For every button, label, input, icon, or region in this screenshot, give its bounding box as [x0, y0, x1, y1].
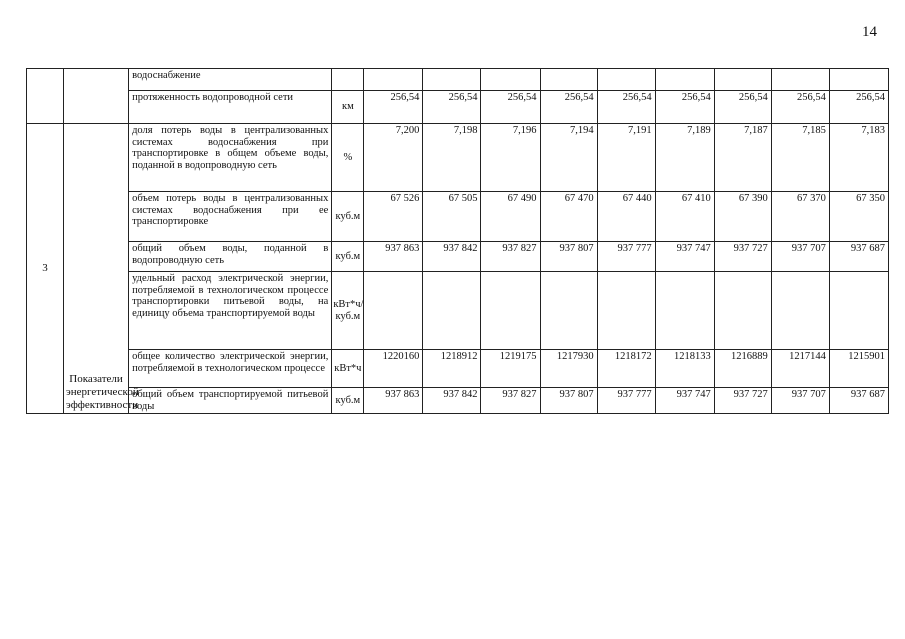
- indicator-unit: кВт*ч/куб.м: [332, 272, 364, 350]
- value-cell: 256,54: [714, 91, 771, 124]
- table-row: [27, 91, 889, 124]
- value-cell: 256,54: [655, 91, 714, 124]
- value-cell: 937 827: [481, 388, 540, 414]
- value-cell: 67 490: [481, 192, 540, 242]
- indicator-unit: [332, 69, 364, 91]
- value-cell: [655, 272, 714, 350]
- value-cell: 7,194: [540, 124, 597, 192]
- indicator-unit: %: [332, 124, 364, 192]
- value-cell: 937 707: [771, 242, 829, 272]
- value-cell: 7,196: [481, 124, 540, 192]
- value-cell: [423, 272, 481, 350]
- value-cell: 67 390: [714, 192, 771, 242]
- value-cell: 937 807: [540, 242, 597, 272]
- value-cell: [655, 69, 714, 91]
- indicator-unit: куб.м: [332, 242, 364, 272]
- value-cell: [829, 272, 888, 350]
- value-cell: 937 747: [655, 388, 714, 414]
- table-row: [27, 272, 889, 350]
- value-cell: 1215901: [829, 350, 888, 388]
- value-cell: [481, 272, 540, 350]
- table-row: [27, 69, 889, 91]
- indicator-unit: куб.м: [332, 388, 364, 414]
- value-cell: 937 747: [655, 242, 714, 272]
- value-cell: 67 370: [771, 192, 829, 242]
- value-cell: 937 727: [714, 242, 771, 272]
- value-cell: 7,191: [597, 124, 655, 192]
- indicator-unit: куб.м: [332, 192, 364, 242]
- group-label-cell-empty: [64, 69, 129, 124]
- indicator-description: общий объем транспортируемой питьевой воды: [129, 388, 332, 414]
- value-cell: 67 470: [540, 192, 597, 242]
- value-cell: [714, 69, 771, 91]
- value-cell: [597, 272, 655, 350]
- value-cell: 256,54: [481, 91, 540, 124]
- value-cell: 67 410: [655, 192, 714, 242]
- value-cell: 67 505: [423, 192, 481, 242]
- value-cell: 67 440: [597, 192, 655, 242]
- value-cell: 1218912: [423, 350, 481, 388]
- table-row: [27, 192, 889, 242]
- value-cell: 7,183: [829, 124, 888, 192]
- indicator-description: общий объем воды, поданной в водопроводную сеть: [129, 242, 332, 272]
- value-cell: 937 777: [597, 242, 655, 272]
- value-cell: 67 350: [829, 192, 888, 242]
- value-cell: 937 707: [771, 388, 829, 414]
- value-cell: 1217144: [771, 350, 829, 388]
- value-cell: [714, 272, 771, 350]
- value-cell: 937 842: [423, 388, 481, 414]
- table-row: [27, 242, 889, 272]
- indicator-unit: кВт*ч: [332, 350, 364, 388]
- value-cell: 1218133: [655, 350, 714, 388]
- value-cell: 937 777: [597, 388, 655, 414]
- indicator-description: объем потерь воды в централизованных системах водоснабжения при ее транспортировке: [129, 192, 332, 242]
- value-cell: 256,54: [771, 91, 829, 124]
- value-cell: 1218172: [597, 350, 655, 388]
- value-cell: 7,200: [364, 124, 423, 192]
- indicator-description: протяженность водопроводной сети: [129, 91, 332, 124]
- indicator-unit: км: [332, 91, 364, 124]
- value-cell: 937 687: [829, 388, 888, 414]
- indicator-description: удельный расход электрической энергии, потребляемой в технологическом процессе транспортировки питьевой воды, на единицу объема транспортируемой воды: [129, 272, 332, 350]
- value-cell: 67 526: [364, 192, 423, 242]
- value-cell: 7,198: [423, 124, 481, 192]
- value-cell: 937 842: [423, 242, 481, 272]
- value-cell: 256,54: [829, 91, 888, 124]
- value-cell: 1216889: [714, 350, 771, 388]
- indicator-description: водоснабжение: [129, 69, 332, 91]
- value-cell: 256,54: [364, 91, 423, 124]
- value-cell: [597, 69, 655, 91]
- value-cell: [364, 69, 423, 91]
- table-row: [27, 350, 889, 388]
- value-cell: [771, 272, 829, 350]
- value-cell: [540, 69, 597, 91]
- value-cell: 1220160: [364, 350, 423, 388]
- value-cell: 937 827: [481, 242, 540, 272]
- indicator-description: общее количество электрической энергии, потребляемой в технологическом процессе: [129, 350, 332, 388]
- value-cell: [771, 69, 829, 91]
- indicator-description: доля потерь воды в централизованных системах водоснабжения при транспортировке в общем объеме воды, поданной в водопроводную сеть: [129, 124, 332, 192]
- group-label: Показатели энергетической эффективности: [64, 124, 129, 414]
- value-cell: 7,189: [655, 124, 714, 192]
- value-cell: 937 863: [364, 388, 423, 414]
- value-cell: 937 807: [540, 388, 597, 414]
- value-cell: 1217930: [540, 350, 597, 388]
- row-number: 3: [27, 124, 64, 414]
- table-row: [27, 388, 889, 414]
- row-number-cell-empty: [27, 69, 64, 124]
- indicators-table: [26, 68, 889, 414]
- value-cell: 7,187: [714, 124, 771, 192]
- value-cell: 7,185: [771, 124, 829, 192]
- table-row: [27, 124, 889, 192]
- value-cell: 937 687: [829, 242, 888, 272]
- value-cell: 1219175: [481, 350, 540, 388]
- value-cell: [481, 69, 540, 91]
- value-cell: [423, 69, 481, 91]
- value-cell: [829, 69, 888, 91]
- value-cell: [540, 272, 597, 350]
- page-number: 14: [862, 24, 877, 40]
- value-cell: 256,54: [597, 91, 655, 124]
- value-cell: 937 863: [364, 242, 423, 272]
- value-cell: 256,54: [423, 91, 481, 124]
- value-cell: [364, 272, 423, 350]
- value-cell: 256,54: [540, 91, 597, 124]
- value-cell: 937 727: [714, 388, 771, 414]
